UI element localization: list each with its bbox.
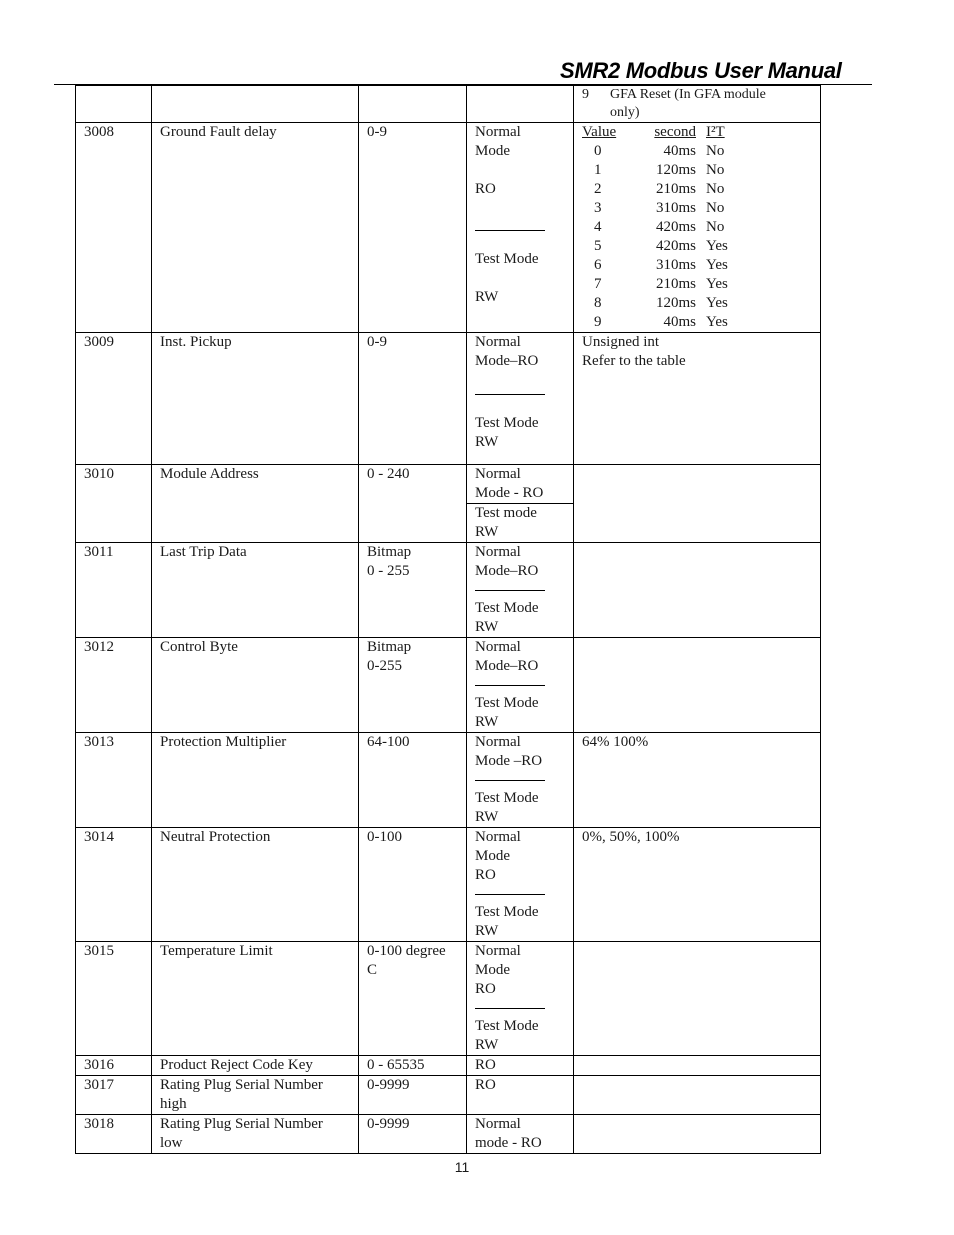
register-number: 3016 <box>76 1056 152 1076</box>
register-table <box>75 85 821 1154</box>
register-name: Rating Plug Serial Number high <box>152 1076 359 1115</box>
register-access: Normal Mode RO Test Mode RW <box>467 828 574 942</box>
table-row <box>76 733 821 828</box>
register-description <box>574 1076 821 1115</box>
register-name: Temperature Limit <box>152 942 359 1056</box>
register-range: 0-100 <box>359 828 467 942</box>
register-number: 3013 <box>76 733 152 828</box>
register-number: 3010 <box>76 465 152 543</box>
gf-delay-table: Value second I²T 0 40ms No 1 120ms No 2 210ms No 3 310ms No 4 420ms No 5 420ms Yes 6 310ms Yes 7 210ms Yes 8 120ms Yes 9 40ms Yes <box>582 124 728 330</box>
register-access: Normal Mode–RO Test Mode RW <box>467 333 574 465</box>
register-name: Product Reject Code Key <box>152 1056 359 1076</box>
register-number: 3009 <box>76 333 152 465</box>
page-number: 11 <box>454 1159 470 1175</box>
register-range: 0-100 degree C <box>359 942 467 1056</box>
register-range: 0 - 240 <box>359 465 467 543</box>
register-number: 3011 <box>76 543 152 638</box>
register-number: 3012 <box>76 638 152 733</box>
register-description: Unsigned int Refer to the table <box>574 333 821 465</box>
register-description: 64% 100% <box>574 733 821 828</box>
register-range: 0-9999 <box>359 1076 467 1115</box>
table-row <box>76 86 821 123</box>
register-access: Normal Mode–RO Test Mode RW <box>467 638 574 733</box>
table-row <box>76 1056 821 1076</box>
register-access: Normal Mode RO Test Mode RW <box>467 123 574 333</box>
register-description <box>574 123 821 333</box>
register-name: Module Address <box>152 465 359 543</box>
register-description <box>574 942 821 1056</box>
register-number: 3018 <box>76 1115 152 1154</box>
register-number: 3017 <box>76 1076 152 1115</box>
register-name: Neutral Protection <box>152 828 359 942</box>
register-access: RO <box>467 1056 574 1076</box>
table-row <box>76 942 821 1056</box>
register-name: Last Trip Data <box>152 543 359 638</box>
register-name: Inst. Pickup <box>152 333 359 465</box>
register-access: RO <box>467 1076 574 1115</box>
table-row <box>76 333 821 465</box>
register-range: 64-100 <box>359 733 467 828</box>
register-description <box>574 1056 821 1076</box>
table-row <box>76 1115 821 1154</box>
register-name: Protection Multiplier <box>152 733 359 828</box>
register-range: Bitmap 0-255 <box>359 638 467 733</box>
register-range: 0-9 <box>359 123 467 333</box>
register-number: 3014 <box>76 828 152 942</box>
table-row <box>76 123 821 333</box>
register-number: 3015 <box>76 942 152 1056</box>
register-access: Normal Mode RO Test Mode RW <box>467 942 574 1056</box>
table-row <box>76 1076 821 1115</box>
register-description <box>574 638 821 733</box>
register-range: 0-9999 <box>359 1115 467 1154</box>
register-access: Normal Mode - RO Test mode RW <box>467 465 574 543</box>
register-range: Bitmap 0 - 255 <box>359 543 467 638</box>
register-description: 0%, 50%, 100% <box>574 828 821 942</box>
register-number: 3008 <box>76 123 152 333</box>
continuation-cell: 9 GFA Reset (In GFA module only) <box>574 86 821 123</box>
register-description <box>574 465 821 543</box>
register-range: 0-9 <box>359 333 467 465</box>
table-row <box>76 543 821 638</box>
register-access: Normal Mode –RO Test Mode RW <box>467 733 574 828</box>
register-name: Control Byte <box>152 638 359 733</box>
register-name: Ground Fault delay <box>152 123 359 333</box>
table-row <box>76 465 821 543</box>
manual-title: SMR2 Modbus User Manual <box>560 58 842 83</box>
register-access: Normal mode - RO <box>467 1115 574 1154</box>
table-row <box>76 638 821 733</box>
register-description <box>574 1115 821 1154</box>
register-range: 0 - 65535 <box>359 1056 467 1076</box>
register-access: Normal Mode–RO Test Mode RW <box>467 543 574 638</box>
register-name: Rating Plug Serial Number low <box>152 1115 359 1154</box>
table-row <box>76 828 821 942</box>
register-description <box>574 543 821 638</box>
